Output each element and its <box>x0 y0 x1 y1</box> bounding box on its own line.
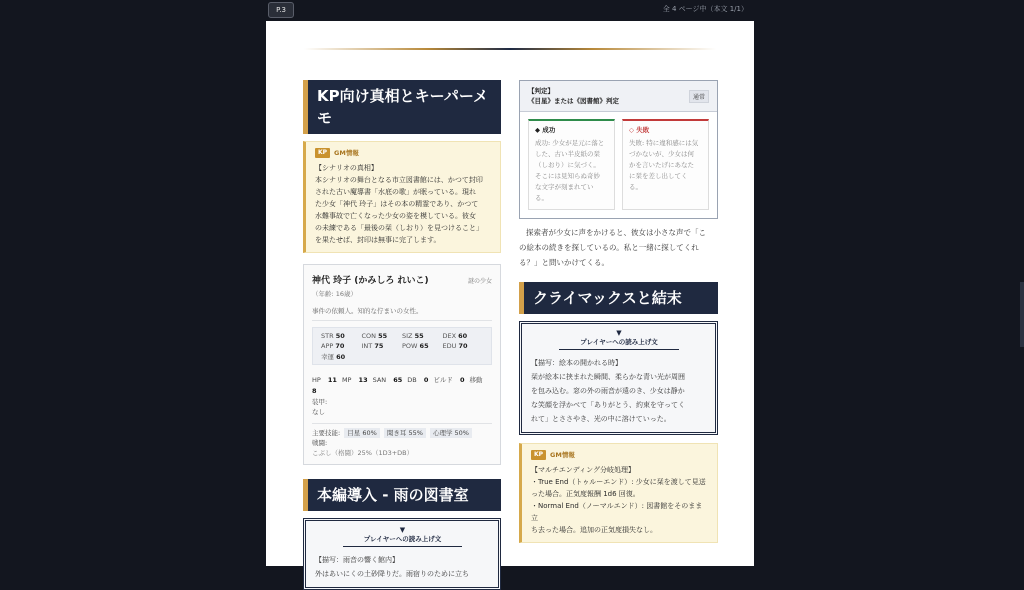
gm-info-box <box>519 443 718 543</box>
divider <box>343 546 462 547</box>
read-aloud-box <box>519 321 718 435</box>
stat-pow: POW 65 <box>402 342 429 350</box>
stat-str: STR 50 <box>321 332 345 340</box>
divider <box>559 349 679 350</box>
section-title-kp-memo: KP向け真相とキーパーメモ <box>303 80 501 134</box>
failure-line: に栞を差し出してく <box>629 172 688 180</box>
success-line: そこには見知らぬ奇妙 <box>535 172 600 180</box>
ornamental-divider <box>304 48 716 50</box>
viewer-topbar <box>0 0 1024 20</box>
failure-line: る。 <box>629 183 642 191</box>
gm-info-label: GM情報 <box>550 451 575 459</box>
success-line: （しおり）に気づく。 <box>535 161 600 169</box>
stat-int: INT 75 <box>361 342 384 350</box>
difficulty-badge: 通常 <box>689 90 709 103</box>
npc-age: （年齢: 16歳） <box>312 290 358 298</box>
success-title: ◆ 成功 <box>535 126 556 134</box>
skill-chip: 聞き耳 55% <box>384 428 426 438</box>
npc-skills: 主要技能: 目星 60% 聞き耳 55% 心理学 50% <box>312 428 492 438</box>
failure-line: づかないが、少女は何 <box>629 150 694 158</box>
gm-info-line: 【マルチエンディング分岐処理】 <box>531 466 636 474</box>
page-number-badge[interactable]: P.3 <box>268 2 294 18</box>
success-result <box>528 119 615 210</box>
read-aloud-line: 外はあいにくの土砂降りだ。雨宿りのために立ち <box>315 570 469 578</box>
document-page <box>266 21 754 578</box>
section-title-climax: クライマックスと結末 <box>519 282 718 314</box>
failure-line: かを言いたげにあなた <box>629 161 694 169</box>
read-aloud-line: を包み込む。窓の外の雨音が遠のき、少女は静か <box>531 387 685 395</box>
narration-paragraph: 探索者が少女に声をかけると、彼女は小さな声で「こ の絵本の続きを探しているの。私と一緒に探してくれ る？」と問いかけてくる。 <box>519 228 706 267</box>
read-aloud-line: れて」とささやき、光の中に溶けていった。 <box>531 415 671 423</box>
skill-chip: 心理学 50% <box>430 428 472 438</box>
gm-info-line: 水難事故で亡くなった少女の姿を模している。彼女 <box>315 212 476 220</box>
npc-name: 神代 玲子 (かみしろ れいこ) <box>312 276 429 286</box>
failure-title: ◇ 失敗 <box>629 126 650 134</box>
divider <box>312 320 492 321</box>
success-line: る。 <box>535 194 548 202</box>
page-count-label: 全 4 ページ中（本文 1/1） <box>662 5 748 13</box>
npc-card <box>303 264 501 465</box>
gm-info-line: ・True End（トゥルーエンド）: 少女に栞を渡して見送 <box>531 478 706 486</box>
stat-luck: 幸運 60 <box>321 353 346 361</box>
npc-stats <box>312 327 492 365</box>
failure-line: 失敗: 特に違和感には気 <box>629 139 699 147</box>
down-arrow-icon: ▼ <box>616 329 622 337</box>
section-title-intro: 本編導入 - 雨の図書室 <box>303 479 501 511</box>
gm-info-label: GM情報 <box>334 149 359 157</box>
success-line: な文字が刻まれてい <box>535 183 594 191</box>
skill-chip: 目星 60% <box>344 428 380 438</box>
gm-info-line: された古い魔導書「水底の歌」が眠っている。現れ <box>315 188 476 196</box>
read-aloud-label: プレイヤーへの読み上げ文 <box>580 338 658 346</box>
scrollbar-thumb[interactable] <box>1020 282 1024 347</box>
npc-armor-value: なし <box>312 408 325 416</box>
right-column <box>519 80 718 543</box>
npc-combat-value: こぶし（格闘）25%（1D3+DB） <box>312 449 414 457</box>
down-arrow-icon: ▼ <box>399 526 406 534</box>
gm-info-line: 本シナリオの舞台となる市立図書館には、かつて封印 <box>315 176 483 184</box>
npc-armor-label: 装甲: <box>312 398 328 406</box>
divider <box>312 423 492 424</box>
stat-edu: EDU 70 <box>442 342 468 350</box>
gm-info-line: 【シナリオの真相】 <box>315 164 378 172</box>
gm-info-line: ち去った場合。追加の正気度損失なし。 <box>531 526 657 534</box>
gm-info-line: ・Normal End（ノーマルエンド）: 図書館をそのまま立 <box>531 502 703 522</box>
read-aloud-line: 【描写：雨音の響く館内】 <box>315 556 399 564</box>
gm-info-line: を果たせば、封印は無事に完了します。 <box>315 236 441 244</box>
npc-combat-label: 戦闘: <box>312 439 328 447</box>
check-skills: 《目星》または《図書館》判定 <box>528 97 619 105</box>
success-line: した、古い半皮紙の栞 <box>535 150 600 158</box>
gm-info-line: た少女「神代 玲子」はその本の精霊であり、かつて <box>315 200 479 208</box>
read-aloud-line: な笑顔を浮かべて「ありがとう、約束を守ってく <box>531 401 685 409</box>
left-column <box>303 80 501 590</box>
read-aloud-line: 栞が絵本に挟まれた瞬間、柔らかな青い光が周囲 <box>531 373 685 381</box>
failure-result <box>622 119 709 210</box>
read-aloud-box <box>303 518 501 590</box>
npc-description: 事件の依頼人。知的な佇まいの女性。 <box>312 307 423 315</box>
gm-info-line: の未練である「最後の栞（しおり）を見つけること」 <box>315 224 483 232</box>
npc-derived-stats: HP 11 MP 13 SAN 65 DB 0 ビルド 0 移動 8 <box>312 376 483 395</box>
gm-info-box <box>303 141 501 253</box>
kp-tag: KP <box>531 450 546 460</box>
stat-dex: DEX 60 <box>442 332 468 340</box>
skill-check-box <box>519 80 718 219</box>
kp-tag: KP <box>315 148 330 158</box>
success-line: 成功: 少女が足元に落と <box>535 139 605 147</box>
npc-role-tag: 謎の少女 <box>467 278 492 285</box>
stat-app: APP 70 <box>321 342 345 350</box>
stat-siz: SIZ 55 <box>402 332 424 340</box>
gm-info-line: った場合。正気度報酬 1d6 回復。 <box>531 490 640 498</box>
read-aloud-label: プレイヤーへの読み上げ文 <box>363 535 442 543</box>
read-aloud-line: 【描写：絵本の開かれる時】 <box>531 359 622 367</box>
stat-con: CON 55 <box>361 332 388 340</box>
check-title: 【判定】 <box>528 87 554 95</box>
